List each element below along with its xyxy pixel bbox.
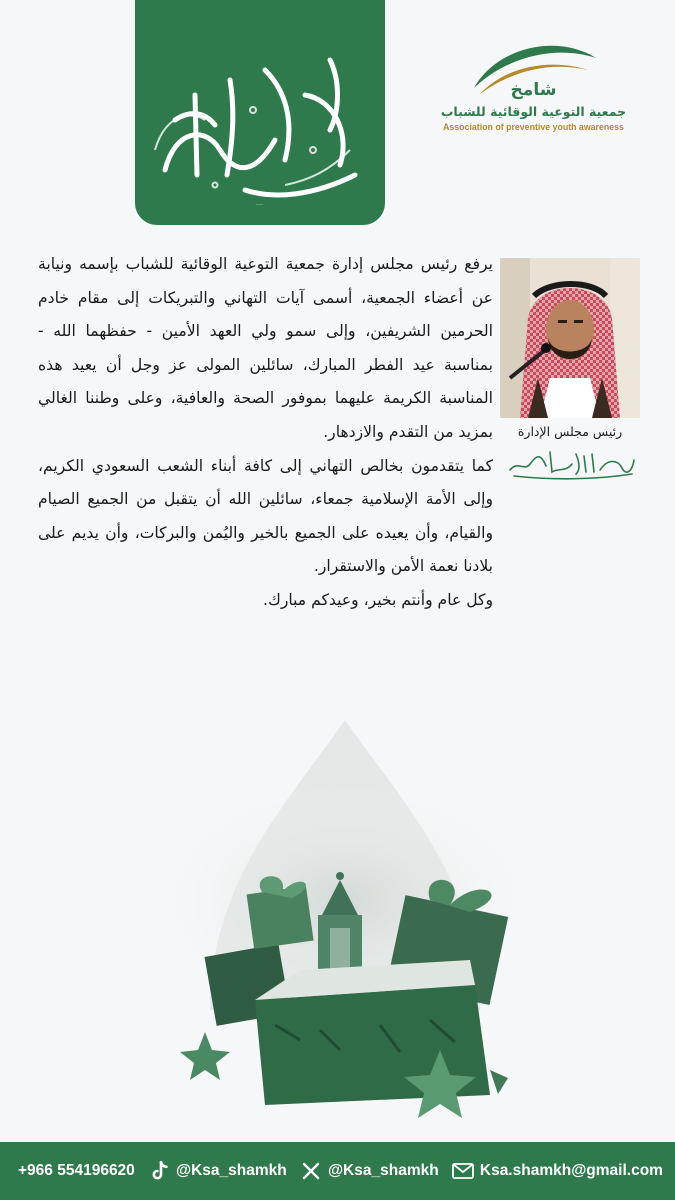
contact-footer xyxy=(0,1142,675,1200)
letter-closing: وكل عام وأنتم بخير، وعيدكم مبارك. xyxy=(263,590,493,609)
logo-name-en: Association of preventive youth awareness xyxy=(443,122,624,132)
svg-text:عيد الفطر المبارك: عيد الفطر المبارك xyxy=(256,205,264,206)
letter-paragraph: كما يتقدمون بخالص التهاني إلى كافة أبناء الشعب السعودي الكريم، وإلى الأمة الإسلامية جمعاء، سائلين الله أن يتقبل من الجميع الصيام والقيام، وأن يعيده على الجميع بالخير واليُمن والبركات، وأن يديم على بلادنا نعمة الأمن والاستقرار. xyxy=(38,456,493,576)
email-contact[interactable] xyxy=(452,1160,663,1182)
tiktok-icon xyxy=(148,1160,170,1182)
tiktok-contact[interactable] xyxy=(148,1160,287,1182)
eid-calligraphy xyxy=(135,0,385,225)
email-address: Ksa.shamkh@gmail.com xyxy=(479,1162,663,1179)
phone-contact[interactable] xyxy=(18,1162,135,1180)
email-icon xyxy=(452,1160,474,1182)
greeting-letter xyxy=(38,248,493,618)
logo-name-ar: جمعية التوعية الوقائية للشباب xyxy=(440,104,627,119)
chairman-signature xyxy=(500,442,640,482)
x-contact[interactable] xyxy=(300,1160,439,1182)
eid-gifts-illustration xyxy=(0,680,675,1140)
phone-number: +966 554196620 xyxy=(18,1162,135,1179)
tiktok-handle: @Ksa_shamkh xyxy=(176,1162,287,1179)
eid-banner xyxy=(135,0,385,225)
association-logo xyxy=(426,28,641,133)
logo-brand: شامخ xyxy=(510,80,557,100)
x-icon xyxy=(300,1160,322,1182)
chairman-portrait xyxy=(500,258,640,418)
x-handle: @Ksa_shamkh xyxy=(327,1162,439,1179)
chairman-role: رئيس مجلس الإدارة xyxy=(517,424,623,439)
letter-paragraph: يرفع رئيس مجلس إدارة جمعية التوعية الوقائية للشباب بإسمه ونيابة عن أعضاء الجمعية، أسمى آيات التهاني والتبريكات إلى مقام خادم الحرمين الشريفين، وإلى سمو ولي العهد الأمين - حفظهما الله - بمناسبة عيد الفطر المبارك، سائلين المولى عز وجل أن يعيد هذه المناسبة الكريمة عليهما بموفور الصحة والعافية، وعلى وطننا الغالي بمزيد من التقدم والازدهار. xyxy=(38,255,493,441)
